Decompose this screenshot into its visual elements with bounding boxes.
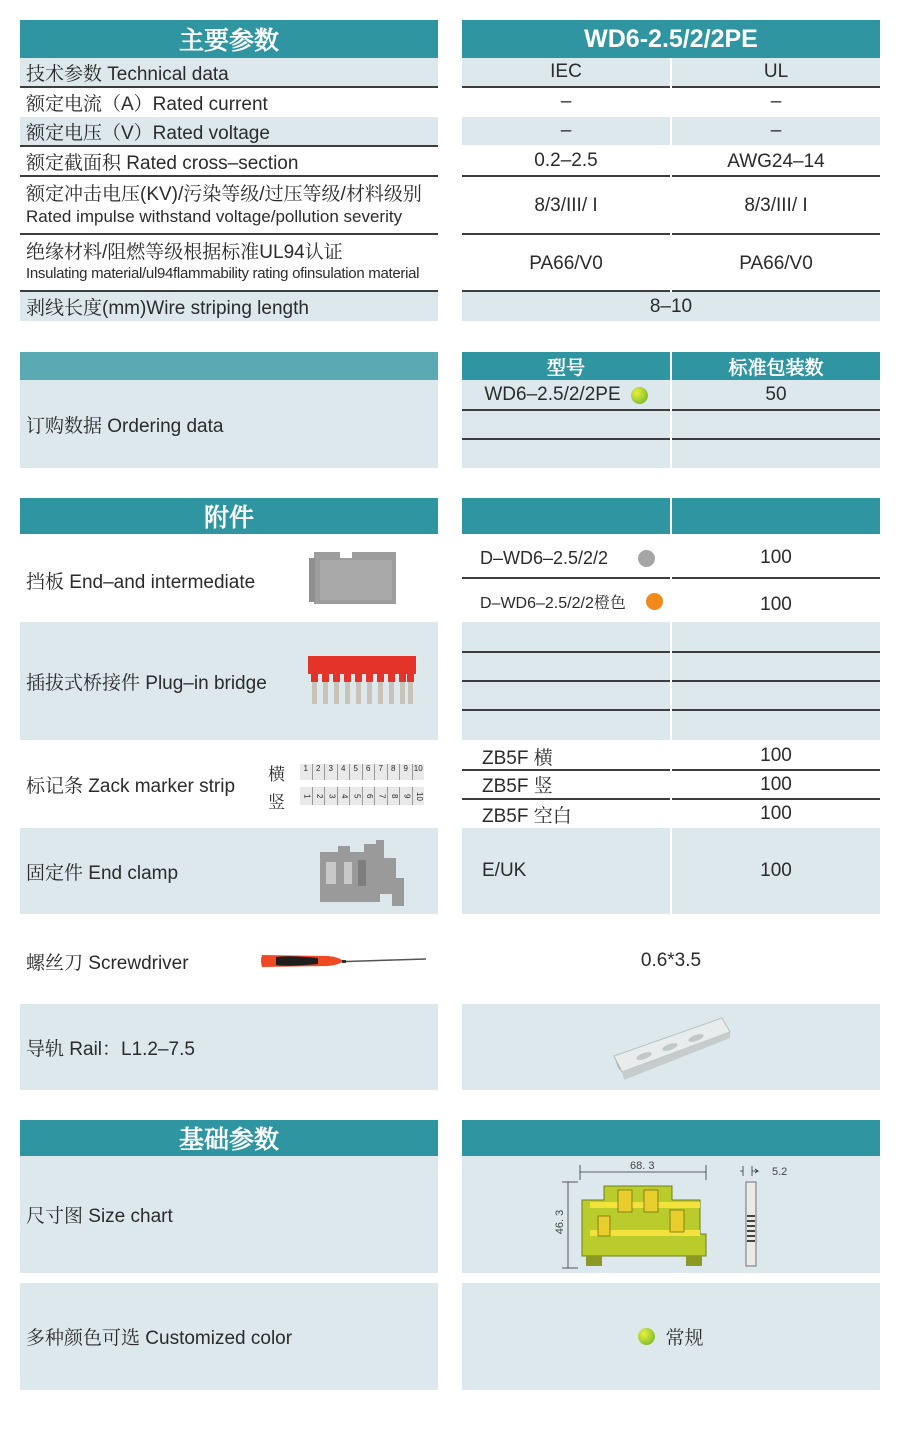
end-plate-item-2	[462, 584, 670, 618]
sep	[462, 409, 670, 411]
row-impulse-label-en: Rated impulse withstand voltage/pollution severity	[26, 207, 403, 226]
sep	[462, 577, 670, 579]
ordering-col-pack-text: 标准包装数	[728, 357, 824, 379]
sep	[672, 709, 880, 711]
row-tech-label: 技术参数 Technical data	[26, 63, 229, 85]
sep	[672, 290, 880, 292]
ordering-model-text: WD6–2.5/2/2PE	[484, 384, 621, 405]
marker-num: 1	[300, 787, 313, 805]
col-ul: UL	[763, 61, 789, 82]
end-clamp-image	[316, 838, 408, 908]
cross-ul: AWG24–14	[727, 151, 825, 172]
marker-num: 3	[325, 764, 338, 780]
marker-num: 4	[338, 787, 351, 805]
end-plate-item-1-qty: 100	[760, 547, 792, 568]
impulse-iec: 8/3/III/ I	[534, 195, 598, 216]
marker-num: 7	[375, 764, 388, 780]
sep	[672, 86, 880, 88]
basic-header-right	[462, 1120, 880, 1156]
voltage-ul: –	[770, 120, 782, 141]
sep	[462, 86, 670, 88]
ordering-model	[462, 381, 670, 409]
marker-item-3-qty: 100	[760, 803, 792, 824]
marker-label: 标记条 Zack marker strip	[26, 775, 236, 797]
sep	[20, 233, 438, 235]
row-voltage-label: 额定电压（V）Rated voltage	[26, 122, 270, 144]
marker-num: 9	[400, 787, 413, 805]
model-header	[462, 20, 880, 58]
ordering-col-model	[462, 352, 670, 380]
sep	[672, 680, 880, 682]
marker-num: 10	[415, 791, 424, 801]
dim-height-text: 46. 3	[554, 1209, 567, 1235]
clamp-name: E/UK	[482, 860, 527, 881]
marker-item-2-qty: 100	[760, 773, 792, 795]
main-params-title: 主要参数	[178, 27, 279, 55]
plug-in-bridge-image	[306, 654, 418, 710]
ordering-label: 订购数据 Ordering data	[26, 415, 224, 437]
sep	[462, 709, 670, 711]
dim-side-text: 5.2	[772, 1166, 788, 1178]
sep	[672, 438, 880, 440]
dim-width-text: 68. 3	[630, 1160, 655, 1172]
marker-num: 2	[313, 764, 326, 780]
accessories-header-right-2	[672, 498, 880, 534]
row-material-label	[26, 242, 438, 284]
sep	[462, 438, 670, 440]
sep	[20, 290, 438, 292]
marker-strip-vertical	[300, 787, 424, 805]
end-plate-item-1-name: D–WD6–2.5/2/2	[480, 547, 609, 568]
marker-num: 1	[300, 764, 313, 780]
sep	[462, 290, 670, 292]
marker-num: 6	[363, 787, 376, 805]
marker-vertical-label: 竖	[268, 793, 285, 812]
screwdriver-label: 螺丝刀 Screwdriver	[26, 952, 189, 974]
screwdriver-value: 0.6*3.5	[640, 950, 702, 971]
ordering-col-model-text: 型号	[546, 357, 585, 379]
gray-dot-icon	[638, 550, 655, 567]
sep	[20, 175, 438, 177]
accessories-header-right-1	[462, 498, 670, 534]
marker-item-2-name: ZB5F 竖	[482, 776, 553, 797]
basic-title: 基础参数	[178, 1126, 279, 1154]
marker-num: 5	[350, 764, 363, 780]
material-ul: PA66/V0	[739, 253, 813, 274]
clamp-label: 固定件 End clamp	[26, 862, 179, 884]
main-params-header	[20, 20, 438, 58]
color-label: 多种颜色可选 Customized color	[26, 1328, 293, 1349]
marker-item-3-name: ZB5F 空白	[482, 805, 572, 827]
model-title: WD6-2.5/2/2PE	[584, 24, 758, 53]
accessories-title: 附件	[203, 504, 254, 532]
marker-num: 5	[350, 787, 363, 805]
orange-dot-icon	[646, 593, 663, 610]
row-current-label: 额定电流（A）Rated current	[26, 93, 268, 115]
marker-num: 6	[363, 764, 376, 780]
ordering-header-left	[20, 352, 438, 380]
row-material-label-cn: 绝缘材料/阻燃等级根据标准UL94认证	[26, 242, 343, 263]
impulse-ul: 8/3/III/ I	[744, 195, 808, 216]
sep	[20, 145, 438, 147]
marker-num: 7	[375, 787, 388, 805]
marker-horizontal-label: 横	[268, 765, 285, 784]
ordering-pack: 50	[765, 384, 787, 405]
sep	[672, 233, 880, 235]
row-impulse-label-cn: 额定冲击电压(KV)/污染等级/过压等级/材料级别	[26, 184, 422, 205]
ordering-col-pack	[672, 352, 880, 380]
sep	[672, 651, 880, 653]
sep	[672, 409, 880, 411]
row-strip-label: 剥线长度(mm)Wire striping length	[26, 298, 309, 319]
col-iec: IEC	[550, 61, 582, 82]
marker-item-1-name: ZB5F 横	[482, 747, 553, 769]
clamp-qty: 100	[760, 860, 792, 881]
green-yellow-dot-icon	[638, 1328, 655, 1345]
row-cross-section-label: 额定截面积 Rated cross–section	[26, 152, 299, 174]
marker-num: 8	[388, 764, 401, 780]
material-iec: PA66/V0	[529, 253, 603, 274]
accessories-header	[20, 498, 438, 534]
bridge-label: 插拔式桥接件 Plug–in bridge	[26, 672, 267, 694]
marker-num: 4	[338, 764, 351, 780]
current-iec: –	[560, 91, 572, 112]
rail-label: 导轨 Rail：L1.2–7.5	[26, 1038, 195, 1060]
sep	[20, 86, 438, 88]
voltage-iec: –	[560, 120, 572, 141]
marker-num: 10	[413, 764, 423, 773]
sep	[672, 577, 880, 579]
color-value	[462, 1283, 880, 1390]
sep	[462, 175, 670, 177]
marker-num: 3	[325, 787, 338, 805]
size-chart-drawing	[560, 1160, 800, 1270]
marker-num: 9	[400, 764, 413, 780]
size-label: 尺寸图 Size chart	[26, 1206, 173, 1227]
end-plate-image	[306, 548, 402, 608]
marker-strip-horizontal	[300, 764, 424, 780]
end-plate-label: 挡板 End–and intermediate	[26, 571, 256, 593]
row-material-label-en: Insulating material/ul94flammability rating ofinsulation material	[26, 265, 420, 282]
marker-num: 8	[388, 787, 401, 805]
end-plate-item-2-qty: 100	[760, 594, 792, 615]
sep	[462, 651, 670, 653]
end-plate-item-1	[462, 540, 670, 576]
strip-value: 8–10	[649, 295, 693, 317]
sep	[462, 233, 670, 235]
row-impulse-label	[26, 184, 438, 228]
sep	[672, 175, 880, 177]
cross-iec: 0.2–2.5	[534, 150, 598, 171]
color-value-text: 常规	[665, 1328, 704, 1349]
sep	[462, 680, 670, 682]
end-plate-item-2-name: D–WD6–2.5/2/2橙色	[480, 594, 626, 612]
basic-header	[20, 1120, 438, 1156]
current-ul: –	[770, 91, 782, 112]
green-yellow-dot-icon	[631, 387, 648, 404]
marker-item-1-qty: 100	[760, 745, 792, 766]
din-rail-image	[608, 1012, 734, 1084]
screwdriver-image	[258, 946, 428, 976]
marker-num: 2	[313, 787, 326, 805]
